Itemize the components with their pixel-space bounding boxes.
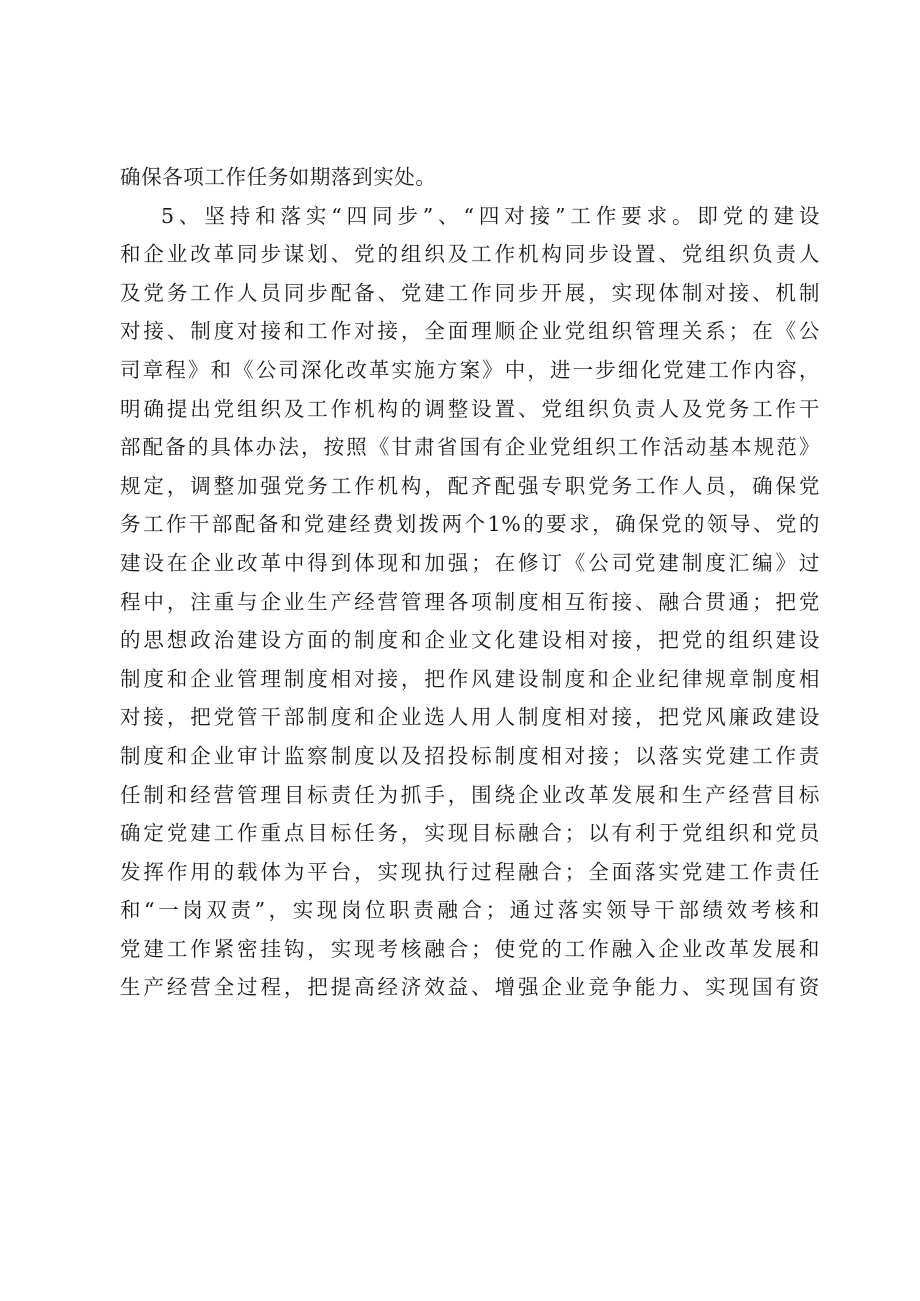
text-line: 及党务工作人员同步配备、党建工作同步开展，实现体制对接、机制	[120, 280, 820, 305]
body-text	[120, 158, 820, 1007]
text-line: 规定，调整加强党务工作机构，配齐配强专职党务工作人员，确保党	[120, 473, 820, 498]
text-line: 发挥作用的载体为平台，实现执行过程融合；全面落实党建工作责任	[120, 859, 820, 884]
text-line: 任制和经营管理目标责任为抓手，围绕企业改革发展和生产经营目标	[120, 782, 820, 807]
text-line: 建设在企业改革中得到体现和加强；在修订《公司党建制度汇编》过	[120, 550, 820, 575]
text-line: 确定党建工作重点目标任务，实现目标融合；以有利于党组织和党员	[120, 821, 820, 846]
text-line: 生产经营全过程，把提高经济效益、增强企业竞争能力、实现国有资	[120, 975, 820, 1000]
text-line: 和企业改革同步谋划、党的组织及工作机构同步设置、党组织负责人	[120, 242, 820, 267]
text-line: 程中，注重与企业生产经营管理各项制度相互衔接、融合贯通；把党	[120, 589, 820, 614]
text-line: 明确提出党组织及工作机构的调整设置、党组织负责人及党务工作干	[120, 396, 820, 421]
text-line: 部配备的具体办法，按照《甘肃省国有企业党组织工作活动基本规范》	[120, 435, 820, 460]
text-line: 确保各项工作任务如期落到实处。	[120, 165, 437, 189]
text-line: 制度和企业管理制度相对接，把作风建设制度和企业纪律规章制度相	[120, 666, 820, 691]
text-line: 党建工作紧密挂钩，实现考核融合；使党的工作融入企业改革发展和	[120, 936, 820, 961]
text-line: 和“一岗双责”，实现岗位职责融合；通过落实领导干部绩效考核和	[120, 898, 820, 923]
text-line: 对接，把党管干部制度和企业选人用人制度相对接，把党风廉政建设	[120, 705, 820, 730]
text-line: 的思想政治建设方面的制度和企业文化建设相对接，把党的组织建设	[120, 628, 820, 653]
text-line: 对接、制度对接和工作对接，全面理顺企业党组织管理关系；在《公	[120, 319, 820, 344]
text-line: 务工作干部配备和党建经费划拨两个1%的要求，确保党的领导、党的	[120, 512, 820, 537]
text-line: 制度和企业审计监察制度以及招投标制度相对接；以落实党建工作责	[120, 743, 820, 768]
text-line: 司章程》和《公司深化改革实施方案》中，进一步细化党建工作内容，	[120, 357, 820, 382]
paragraph-first-line: 5、坚持和落实“四同步”、“四对接”工作要求。即党的建设	[161, 203, 820, 228]
